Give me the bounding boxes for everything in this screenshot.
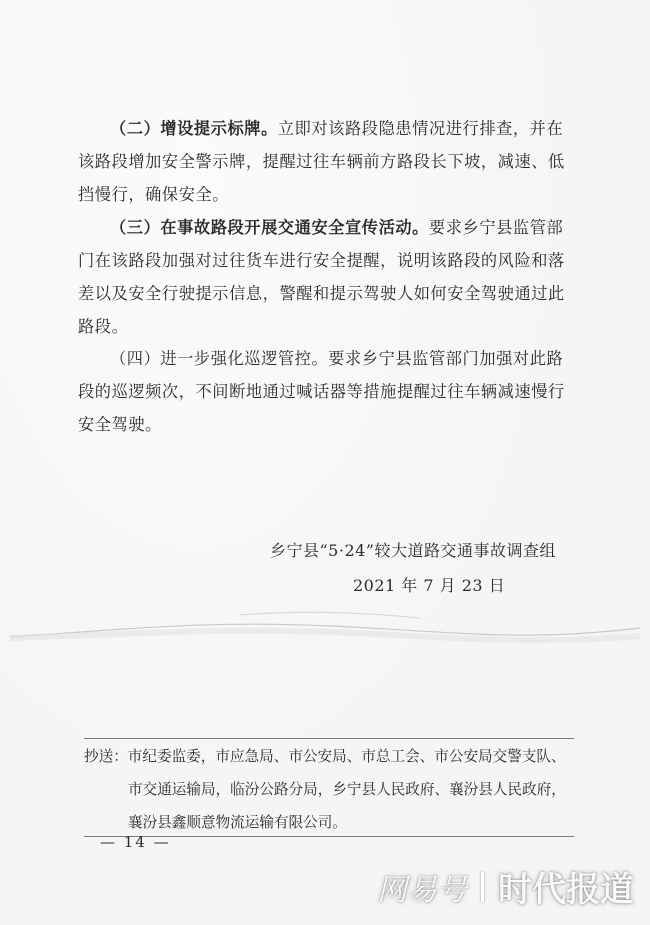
- cc-line-1: 抄送：市纪委监委，市应急局、市公安局、市总工会、市公安局交警支队、: [84, 748, 566, 765]
- paragraph-3-body: 要求乡宁县监管部门在该路段加强对过往货车进行安全提醒，说明该路段的风险和落差以及安全行驶提示信息，警醒和提示驾驶人如何安全驾驶通过此路段。: [78, 218, 565, 336]
- paragraph-4: [78, 342, 578, 441]
- cc-line-3: 襄汾县鑫顺意物流运输有限公司。: [128, 814, 347, 831]
- signature-date: 2021 年 7 月 23 日: [353, 576, 506, 595]
- paragraph-4-body: 要求乡宁县监管部门加强对此路段的巡逻频次，不间断地通过喊话器等措施提醒过往车辆减速慢行安全驾驶。: [78, 349, 565, 434]
- paragraph-3: [78, 211, 578, 343]
- paragraph-2-lead: （二）增设提示标牌。: [110, 119, 278, 138]
- signature-org: 乡宁县“5·24”较大道路交通事故调查组: [270, 541, 556, 560]
- paragraph-2-body: 立即对该路段隐患情况进行排查，并在该路段增加安全警示牌，提醒过往车辆前方路段长下坡，减速、低挡慢行，确保安全。: [78, 119, 565, 204]
- page-number: — 14 —: [100, 833, 171, 851]
- cc-top-rule: [84, 738, 574, 739]
- paper-fold-crease: [0, 600, 650, 680]
- paragraph-4-lead: （四）进一步强化巡逻管控。: [110, 349, 329, 368]
- watermark-netease-logo: 网易号: [377, 872, 467, 908]
- watermark: [377, 862, 634, 911]
- cc-block: [84, 740, 584, 839]
- paragraph-3-lead: （三）在事故路段开展交通安全宣传活动。: [110, 218, 429, 237]
- paragraph-2: [78, 112, 578, 211]
- watermark-brand-text: 时代报道: [498, 870, 634, 910]
- watermark-divider: [481, 872, 484, 902]
- cc-line-2: 市交通运输局，临汾公路分局，乡宁县人民政府、襄汾县人民政府，: [128, 781, 566, 798]
